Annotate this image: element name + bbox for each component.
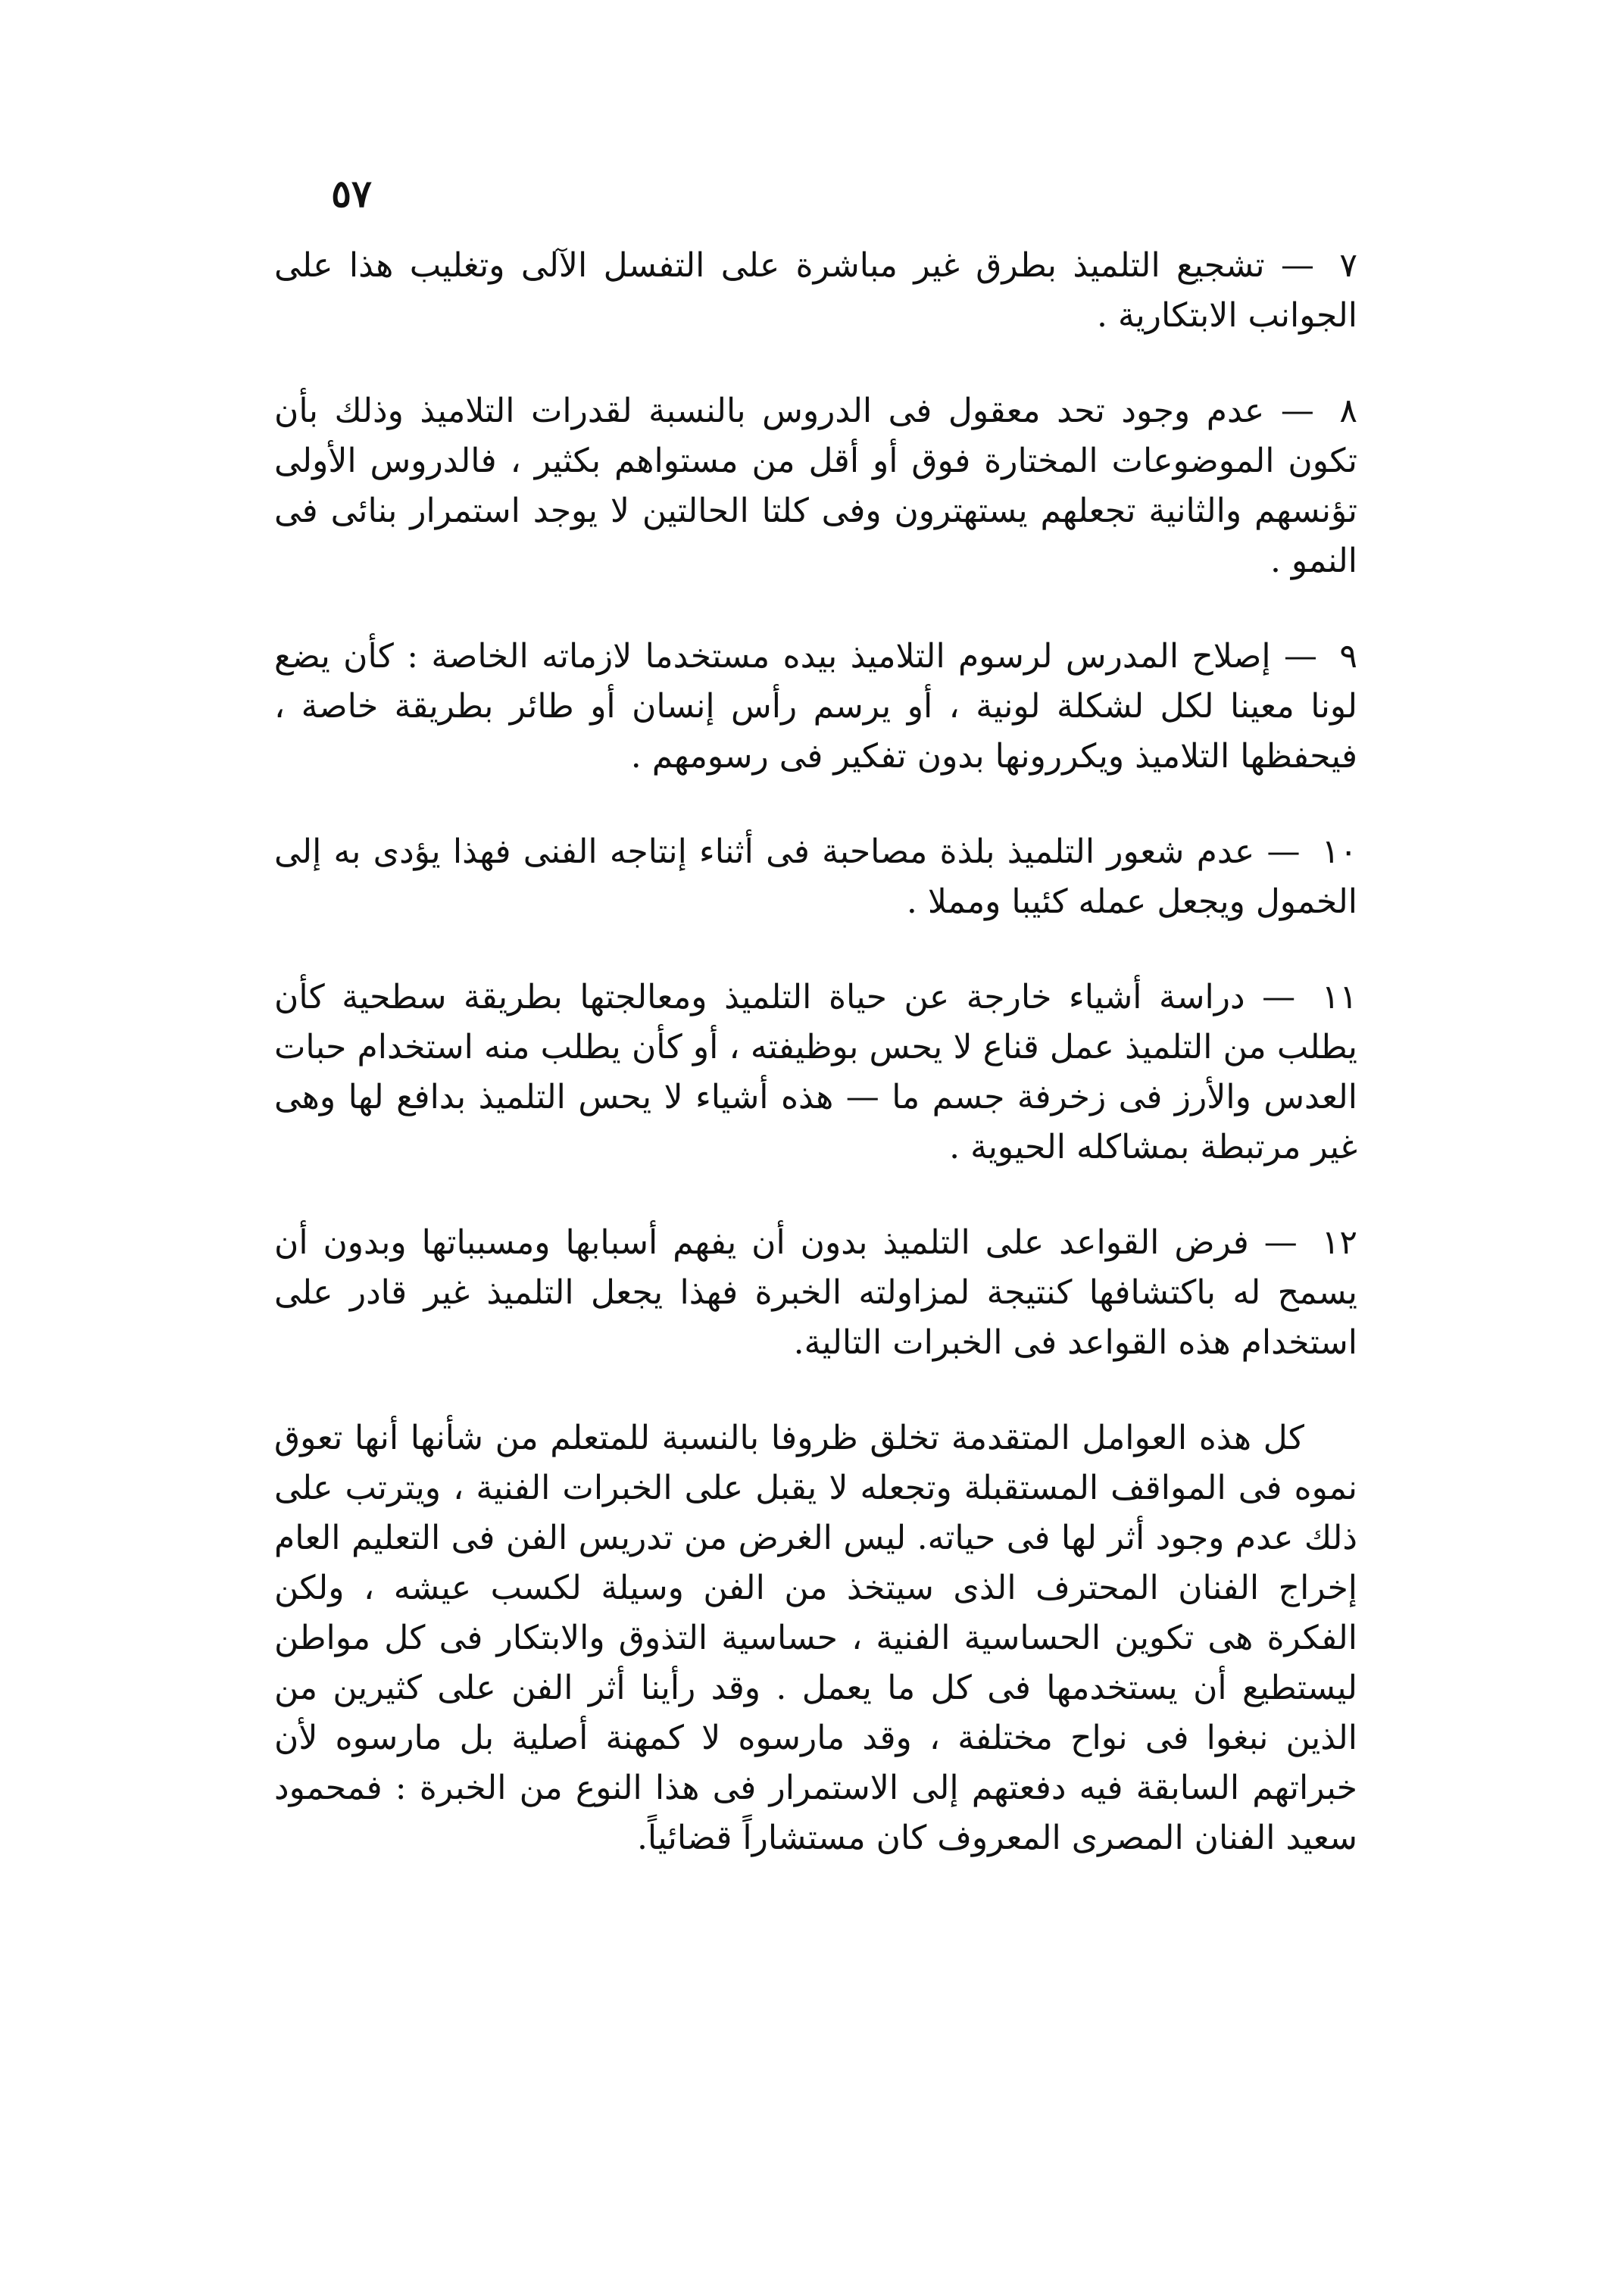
list-item-number: ٨ — [1339, 392, 1357, 430]
list-item-text: — دراسة أشياء خارجة عن حياة التلميذ ومعالجتها بطريقة سطحية كأن يطلب من التلميذ عمل قناع لا يحس بوظيفته ، أو كأن يطلب منه استخدام حبات العدس والأرز فى زخرفة جسم ما — هذه أشياء لا يحس التلميذ بدافع لها وهى غير مرتبطة بمشاكله الحيوية . — [274, 978, 1357, 1166]
list-item-text: — عدم وجود تحد معقول فى الدروس بالنسبة لقدرات التلاميذ وذلك بأن تكون الموضوعات المختارة فوق أو أقل من مستواهم بكثير ، فالدروس الأولى تؤنسهم والثانية تجعلهم يستهترون وفى كلتا الحالتين لا يوجد استمرار بنائى فى النمو . — [274, 392, 1357, 580]
list-item-11 — [274, 973, 1357, 1173]
list-item-8 — [274, 386, 1357, 586]
page-body — [274, 241, 1357, 1863]
list-item-10 — [274, 827, 1357, 927]
list-item-text: — تشجيع التلميذ بطرق غير مباشرة على التفسل الآلى وتغليب هذا على الجوانب الابتكارية . — [274, 246, 1357, 335]
list-item-9 — [274, 632, 1357, 782]
list-item-number: ١٠ — [1321, 832, 1357, 871]
list-item-number: ٩ — [1339, 637, 1357, 676]
list-item-text: — إصلاح المدرس لرسوم التلاميذ بيده مستخدما لازماته الخاصة : كأن يضع لونا معينا لكل لشكلة لونية ، أو يرسم رأس إنسان أو طائر بطريقة خاصة ، فيحفظها التلاميذ ويكررونها بدون تفكير فى رسومهم . — [274, 637, 1357, 776]
list-item-number: ٧ — [1339, 246, 1357, 285]
closing-paragraph: كل هذه العوامل المتقدمة تخلق ظروفا بالنسبة للمتعلم من شأنها أنها تعوق نموه فى المواقف المستقبلة وتجعله لا يقبل على الخبرات الفنية ، ويترتب على ذلك عدم وجود أثر لها فى حياته. ليس الغرض من تدريس الفن فى التعليم العام إخراج الفنان المحترف الذى سيتخذ من الفن وسيلة لكسب عيشه ، ولكن الفكرة هى تكوين الحساسية الفنية ، حساسية التذوق والابتكار فى كل مواطن ليستطيع أن يستخدمها فى كل ما يعمل . وقد رأينا أثر الفن على كثيرين من الذين نبغوا فى نواح مختلفة ، وقد مارسوه لا كمهنة أصلية بل مارسوه لأن خبراتهم السابقة فيه دفعتهم إلى الاستمرار فى هذا النوع من الخبرة : فمحمود سعيد الفنان المصرى المعروف كان مستشاراً قضائياً. — [274, 1419, 1358, 1857]
page-number: ٥٧ — [331, 171, 372, 216]
list-item-7 — [274, 241, 1357, 341]
list-item-number: ١١ — [1321, 978, 1357, 1016]
list-item-number: ١٢ — [1321, 1223, 1357, 1262]
list-item-text: — فرض القواعد على التلميذ بدون أن يفهم أسبابها ومسبباتها وبدون أن يسمح له باكتشافها كنتيجة لمزاولته الخبرة فهذا يجعل التلميذ غير قادر على استخدام هذه القواعد فى الخبرات التالية. — [274, 1223, 1357, 1362]
list-item-text: — عدم شعور التلميذ بلذة مصاحبة فى أثناء إنتاجه الفنى فهذا يؤدى به إلى الخمول ويجعل عمله كئيبا ومملا . — [274, 832, 1357, 921]
list-item-12 — [274, 1218, 1357, 1368]
